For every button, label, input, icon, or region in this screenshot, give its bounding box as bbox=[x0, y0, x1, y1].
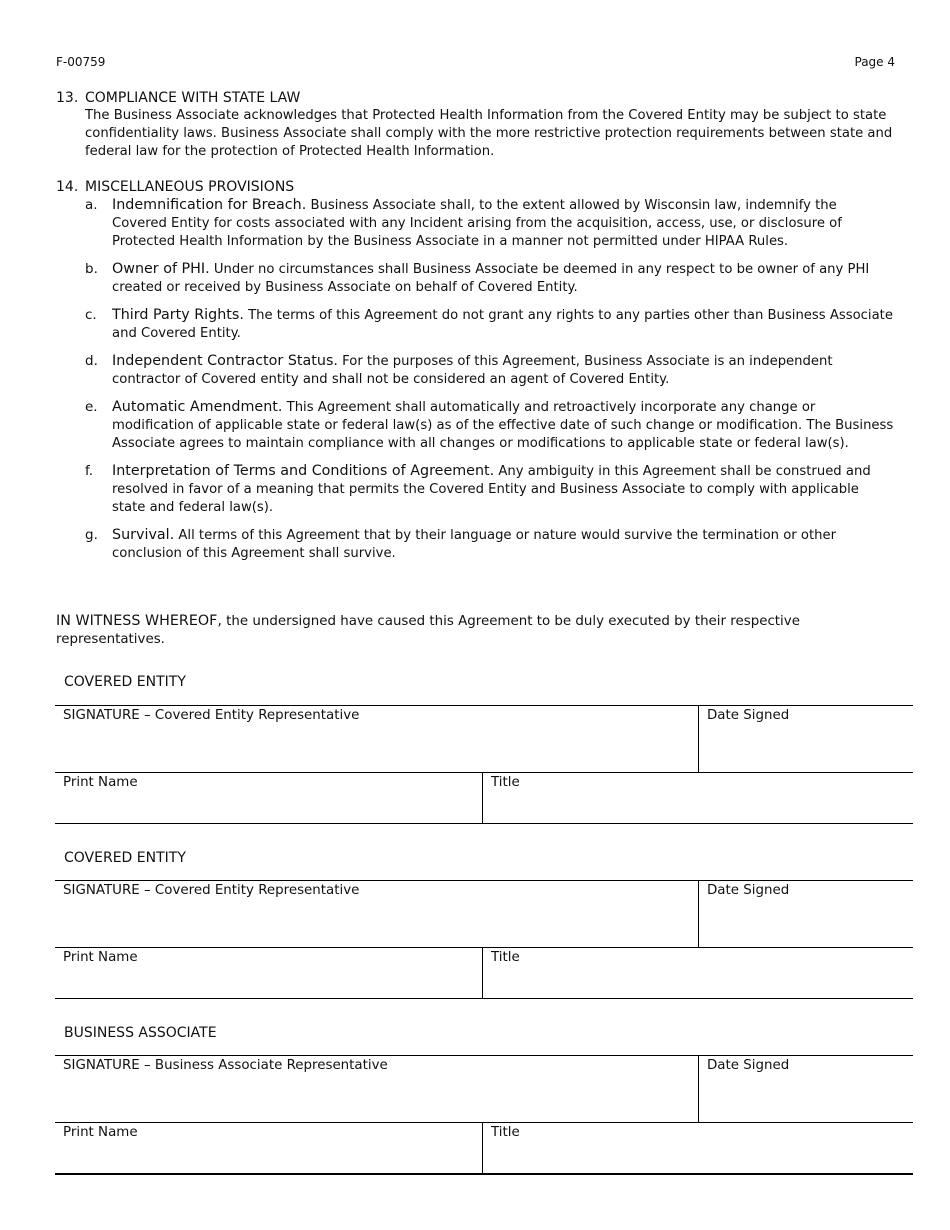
provision-text: This Agreement shall automatically and retroactively incorporate any change or modification of applicable state or federal law(s) as of the effective date of such change or modification. The Business Associate agrees to maintain compliance with all changes or modifications to applicable state or federal law(s). bbox=[112, 400, 894, 451]
provision-text: The terms of this Agreement do not grant any rights to any parties other than Business Associate and Covered Entity. bbox=[112, 308, 893, 341]
provision-title: Indemnification for Breach. bbox=[112, 197, 307, 213]
signature-label-strong: SIGNATURE – bbox=[63, 883, 151, 898]
form-id: F-00759 bbox=[56, 55, 106, 69]
print-name-field[interactable] bbox=[55, 1123, 483, 1173]
section-14-title: MISCELLANEOUS PROVISIONS bbox=[85, 179, 295, 195]
provision-title: Survival. bbox=[112, 527, 175, 543]
signature-row bbox=[55, 1056, 913, 1123]
signature-label: Covered Entity Representative bbox=[150, 708, 360, 723]
signature-table bbox=[55, 705, 913, 824]
party-label-business-associate: BUSINESS ASSOCIATE bbox=[64, 1025, 217, 1041]
witness-text: the undersigned have caused this Agreement to be duly executed by their respective representatives. bbox=[56, 614, 800, 647]
signature-label-strong: SIGNATURE – bbox=[63, 1058, 151, 1073]
provision-title: Owner of PHI. bbox=[112, 261, 210, 277]
signature-table bbox=[55, 1055, 913, 1175]
witness-lead: IN WITNESS WHEREOF, bbox=[56, 613, 222, 629]
name-title-row bbox=[55, 773, 913, 824]
date-signed-field[interactable] bbox=[699, 706, 913, 772]
section-13 bbox=[56, 89, 894, 161]
signature-row bbox=[55, 706, 913, 773]
provision-title: Interpretation of Terms and Conditions of Agreement. bbox=[112, 463, 495, 479]
provision-item bbox=[56, 398, 894, 453]
provision-letter: g. bbox=[85, 527, 98, 543]
title-label: Title bbox=[491, 775, 520, 790]
provision-item bbox=[56, 196, 894, 251]
section-14 bbox=[56, 178, 894, 572]
provision-letter: a. bbox=[85, 197, 98, 213]
provision-text: All terms of this Agreement that by their language or nature would survive the termination or other conclusion of this Agreement shall survive. bbox=[112, 528, 837, 561]
section-14-heading bbox=[56, 178, 894, 196]
provision-text: Any ambiguity in this Agreement shall be construed and resolved in favor of a meaning that permits the Covered Entity and Business Associate to comply with applicable state and federal law(s). bbox=[112, 464, 871, 515]
name-title-row bbox=[55, 1123, 913, 1175]
section-14-number: 14. bbox=[56, 179, 79, 195]
signature-label-strong: SIGNATURE – bbox=[63, 708, 151, 723]
provision-letter: d. bbox=[85, 353, 98, 369]
print-name-label: Print Name bbox=[63, 950, 138, 965]
provision-item bbox=[56, 260, 894, 297]
name-title-row bbox=[55, 948, 913, 999]
print-name-label: Print Name bbox=[63, 775, 138, 790]
section-13-title: COMPLIANCE WITH STATE LAW bbox=[85, 90, 301, 106]
page-number: Page 4 bbox=[854, 55, 895, 69]
title-field[interactable] bbox=[483, 948, 913, 998]
print-name-field[interactable] bbox=[55, 948, 483, 998]
party-label-covered-entity: COVERED ENTITY bbox=[64, 674, 186, 690]
signature-field[interactable] bbox=[55, 1056, 699, 1122]
provision-item bbox=[56, 462, 894, 517]
date-signed-label: Date Signed bbox=[707, 883, 790, 898]
signature-table bbox=[55, 880, 913, 999]
provision-title: Automatic Amendment. bbox=[112, 399, 283, 415]
provision-title: Independent Contractor Status. bbox=[112, 353, 338, 369]
witness-clause bbox=[56, 612, 850, 649]
title-label: Title bbox=[491, 1125, 520, 1140]
signature-label: Business Associate Representative bbox=[150, 1058, 388, 1073]
provision-item bbox=[56, 306, 894, 343]
provision-title: Third Party Rights. bbox=[112, 307, 244, 323]
date-signed-label: Date Signed bbox=[707, 1058, 790, 1073]
section-13-number: 13. bbox=[56, 90, 79, 106]
provision-text: Business Associate shall, to the extent allowed by Wisconsin law, indemnify the Covered Entity for costs associated with any Incident arising from the acquisition, access, use, or disclosure of Protected Health Information by the Business Associate in a manner not permitted under HIPAA Rules. bbox=[112, 198, 842, 249]
signature-field[interactable] bbox=[55, 706, 699, 772]
section-13-body: The Business Associate acknowledges that Protected Health Information from the Covered Entity may be subject to state confidentiality laws. Business Associate shall comply with the more restrictive protection requirements between state and federal law for the protection of Protected Health Information. bbox=[85, 108, 893, 159]
print-name-label: Print Name bbox=[63, 1125, 138, 1140]
provision-item bbox=[56, 352, 894, 389]
title-label: Title bbox=[491, 950, 520, 965]
party-label-covered-entity: COVERED ENTITY bbox=[64, 850, 186, 866]
provision-letter: b. bbox=[85, 261, 98, 277]
provision-item bbox=[56, 526, 894, 563]
title-field[interactable] bbox=[483, 773, 913, 823]
section-13-heading bbox=[56, 89, 894, 107]
provision-text: For the purposes of this Agreement, Business Associate is an independent contractor of Covered entity and shall not be considered an agent of Covered Entity. bbox=[112, 354, 833, 387]
signature-field[interactable] bbox=[55, 881, 699, 947]
date-signed-label: Date Signed bbox=[707, 708, 790, 723]
provision-text: Under no circumstances shall Business Associate be deemed in any respect to be owner of any PHI created or received by Business Associate on behalf of Covered Entity. bbox=[112, 262, 870, 295]
provision-letter: f. bbox=[85, 463, 94, 479]
date-signed-field[interactable] bbox=[699, 881, 913, 947]
signature-row bbox=[55, 881, 913, 948]
title-field[interactable] bbox=[483, 1123, 913, 1173]
provision-letter: c. bbox=[85, 307, 97, 323]
signature-label: Covered Entity Representative bbox=[150, 883, 360, 898]
date-signed-field[interactable] bbox=[699, 1056, 913, 1122]
provision-letter: e. bbox=[85, 399, 98, 415]
print-name-field[interactable] bbox=[55, 773, 483, 823]
